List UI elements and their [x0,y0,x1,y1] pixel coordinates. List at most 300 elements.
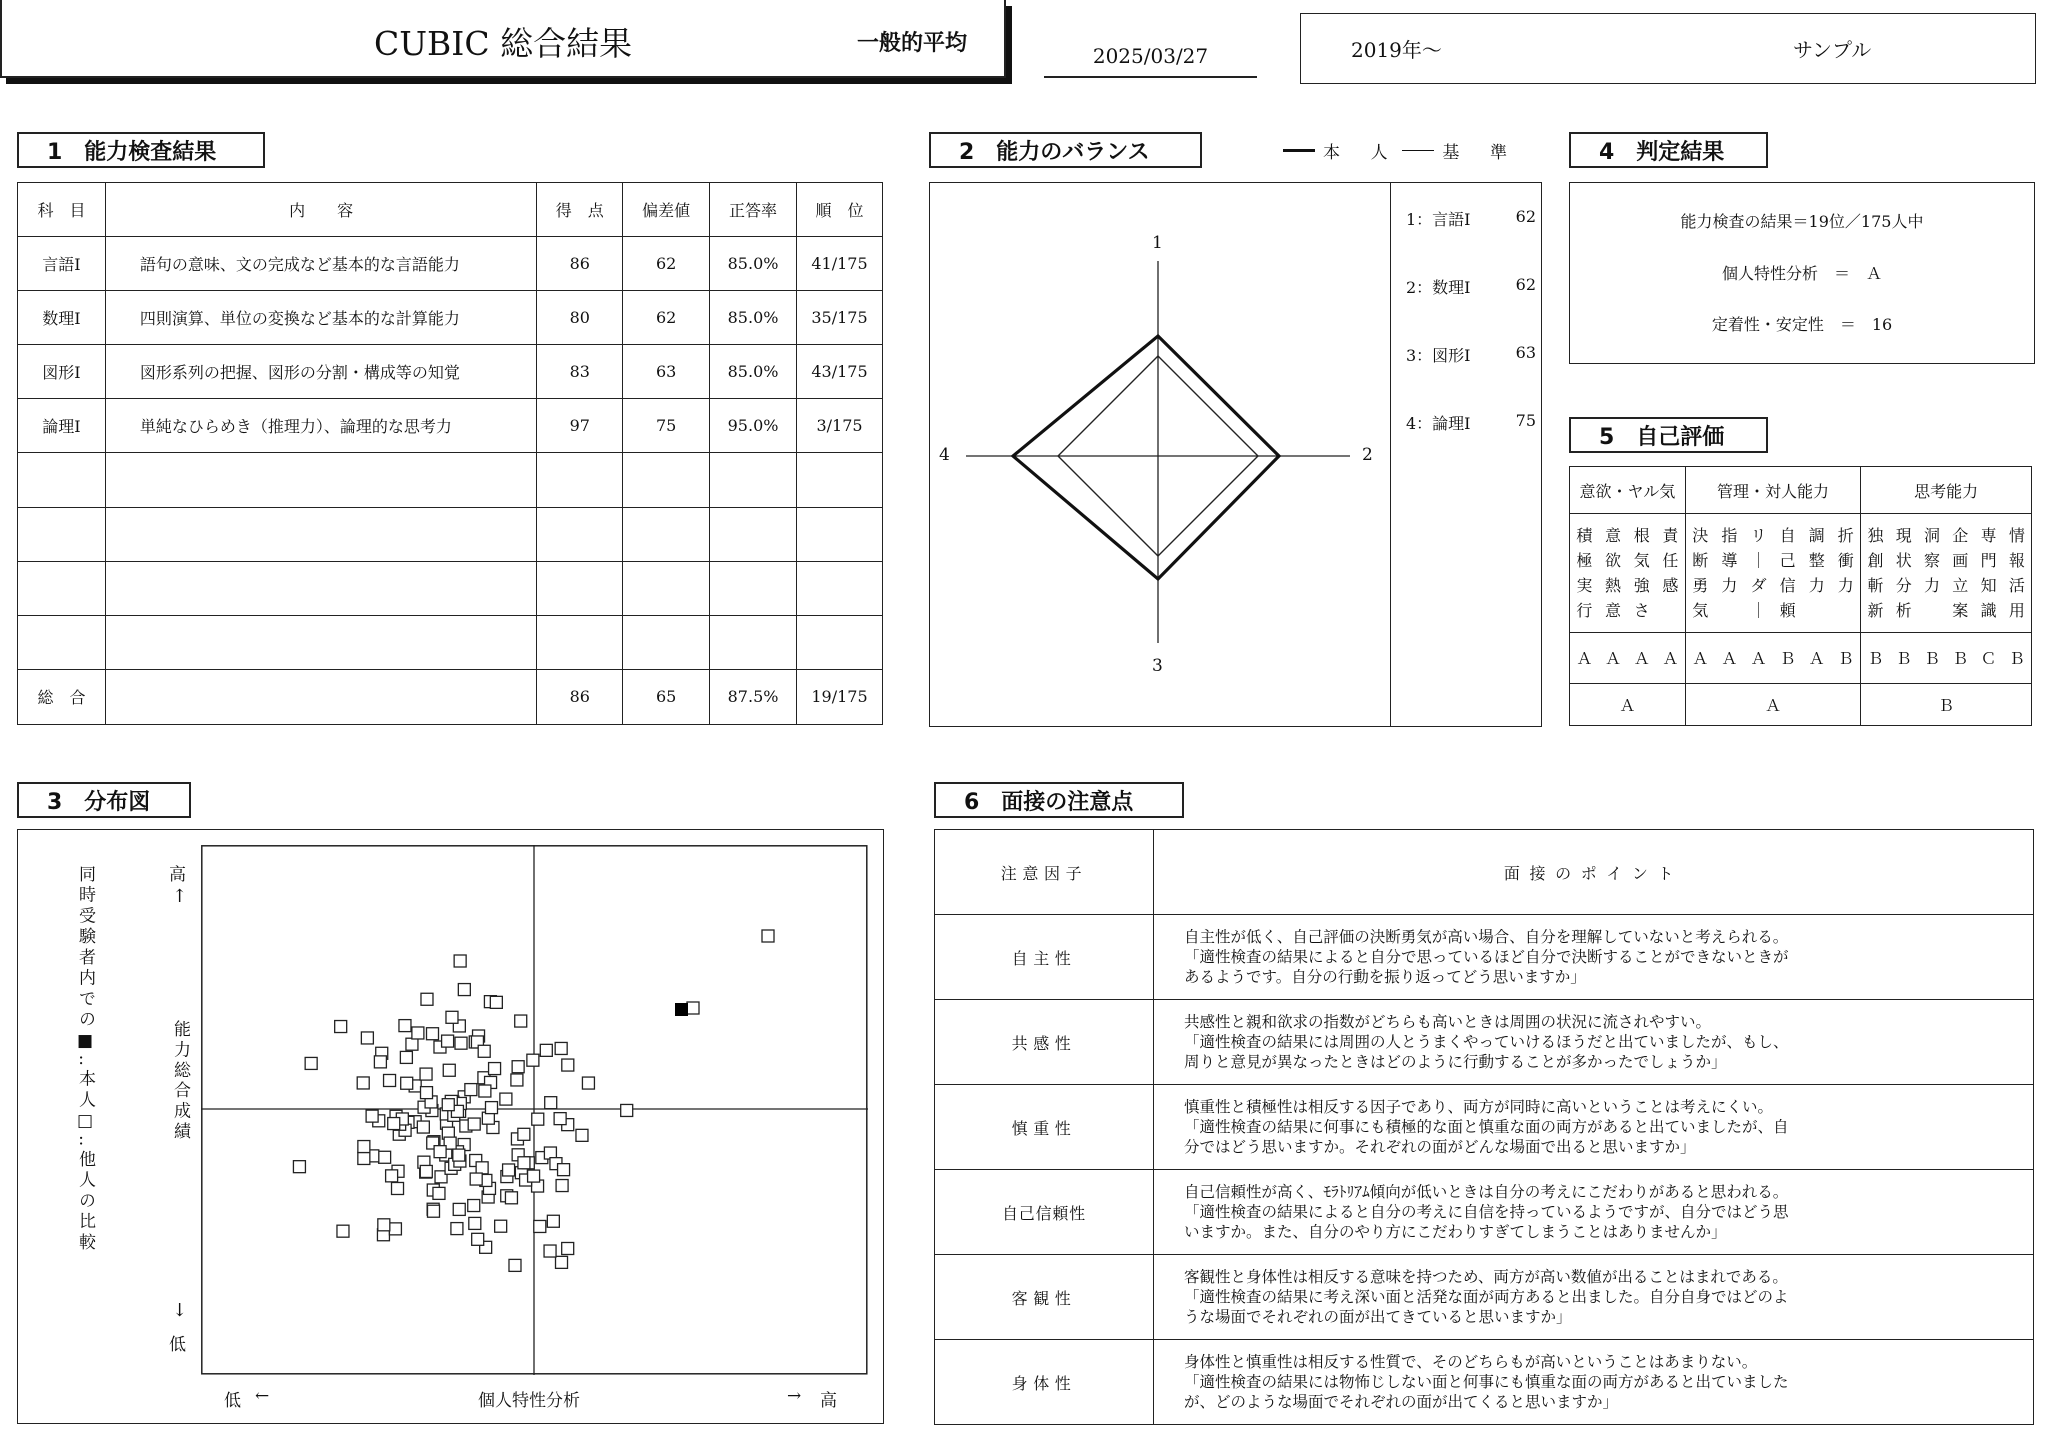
table-row [935,1340,2034,1425]
other-candidate-marker [540,1044,552,1056]
other-candidate-marker [554,1113,566,1125]
legend-standard-label: 基 準 [1442,143,1514,163]
deviation-cell: 63 [623,345,710,399]
item-char: 強 [1633,576,1650,596]
other-candidate-marker [392,1182,404,1194]
other-candidate-marker [544,1245,556,1257]
item-char [1802,599,1831,622]
empty-row [18,453,883,507]
other-candidate-marker [357,1077,369,1089]
other-candidate-marker [378,1219,390,1231]
other-candidate-marker [361,1032,373,1044]
other-candidate-marker [433,1187,445,1199]
rate-cell: 85.0% [710,345,797,399]
item-char: 力 [1721,576,1738,596]
arrow-down-icon: ↓ [172,1300,188,1321]
deviation-cell: 62 [623,237,710,291]
section4-title: 4 判定結果 [1569,132,1768,168]
empty-row [18,615,883,669]
y-low-label: 低 [169,1335,186,1355]
table-row [18,291,883,345]
factor-cell: 身体性 [935,1340,1154,1425]
section5-title: 5 自己評価 [1569,417,1768,453]
item-char [1918,599,1946,622]
empty-row [18,507,883,561]
other-candidate-marker [420,1068,432,1080]
other-candidate-marker [495,1220,507,1232]
item-char: 洞 [1924,526,1941,546]
overall-row [1570,683,2032,725]
item-char: 気 [1633,551,1650,571]
item-char: 頼 [1779,601,1796,621]
item-grade: Ａ [1633,649,1650,669]
radar-value-number: 62 [1515,275,1536,294]
arrow-left-icon: ← [255,1386,270,1406]
legend-self-line [1283,149,1315,152]
item-char: 行 [1576,601,1593,621]
group-name: 意欲・ヤル気 [1570,467,1686,514]
item-grade: Ｂ [1924,649,1941,669]
group-overall: Ａ [1570,683,1686,725]
item-char: 整 [1808,551,1825,571]
other-candidate-marker [455,1037,467,1049]
point-cell: 慎重性と積極性は相反する因子であり、両方が同時に高いということは考えにくい。 「適性検査の結果に何事にも積極的な面と慎重な面の両方があると出ていましたが、自 分ではどう思いますか。それぞれの面がどんな場面で出ると思いますか」 [1154,1085,2034,1170]
item-grade: Ｂ [1837,649,1854,669]
item-char: 活 [2008,576,2025,596]
other-candidate-marker [434,1146,446,1158]
item-char: ダ [1750,576,1767,596]
score-cell: 86 [537,237,623,291]
rank-cell: 43/175 [797,345,883,399]
factor-cell: 自己信頼性 [935,1170,1154,1255]
col-deviation: 偏差値 [623,183,710,237]
other-candidate-marker [512,1061,524,1073]
item-char: 識 [1980,601,1997,621]
item-char: 用 [2008,601,2025,621]
col-factor: 注意因子 [935,830,1154,915]
item-grade: Ｃ [1980,649,1997,669]
item-char: 状 [1895,551,1912,571]
other-candidate-marker [556,1256,568,1268]
radar-value-label: 3：図形Ⅰ [1406,346,1471,365]
item-grade: Ａ [1808,649,1825,669]
item-char: 力 [1837,576,1854,596]
other-candidate-marker [374,1056,386,1068]
other-candidate-marker [442,1099,454,1111]
other-candidate-marker [386,1170,398,1182]
group-name: 管理・対人能力 [1685,467,1861,514]
group-grades [1686,646,1861,669]
other-candidate-marker [515,1015,527,1027]
section6-title: 6 面接の注意点 [934,782,1184,818]
radar-value-row [1406,343,1536,366]
other-candidate-marker [421,993,433,1005]
item-char: 責 [1662,526,1679,546]
deviation-cell: 75 [623,399,710,453]
col-rank: 順 位 [797,183,883,237]
radar-values-panel [1390,183,1541,726]
item-char: 積 [1576,526,1593,546]
title-box [0,0,1006,78]
item-char: 現 [1895,526,1912,546]
total-rank: 19/175 [797,669,883,724]
item-char: 折 [1837,526,1854,546]
col-content: 内 容 [105,183,536,237]
other-candidate-marker [762,930,774,942]
judgment-box [1569,182,2035,364]
factor-cell: 慎重性 [935,1085,1154,1170]
radar-value-label: 4：論理Ⅰ [1406,414,1471,433]
judgment-line: 個人特性分析 ＝ Ａ [1721,264,1882,283]
factor-cell: 自主性 [935,915,1154,1000]
other-candidate-marker [547,1215,559,1227]
other-candidate-marker [505,1192,517,1204]
item-grade: Ｂ [1895,649,1912,669]
item-char: 気 [1692,601,1709,621]
col-subject: 科 目 [18,183,106,237]
other-candidate-marker [687,1002,699,1014]
other-candidate-marker [389,1223,401,1235]
grades-row [1570,633,2032,683]
total-label: 総 合 [18,669,106,724]
other-candidate-marker [582,1077,594,1089]
group-grades [1861,646,2031,669]
item-char: 勇 [1692,576,1709,596]
other-candidate-marker [532,1113,544,1125]
item-char: 意 [1605,601,1622,621]
item-grade: Ａ [1692,649,1709,669]
item-char: 自 [1779,526,1796,546]
other-candidate-marker [489,1063,501,1075]
radar-value-label: 1：言語Ⅰ [1406,210,1471,229]
other-candidate-marker [472,1233,484,1245]
item-char: 力 [1808,576,1825,596]
other-candidate-marker [446,1011,458,1023]
other-candidate-marker [417,1121,429,1133]
item-char: 調 [1808,526,1825,546]
section2-title: 2 能力のバランス [929,132,1202,168]
item-char: 意 [1605,526,1622,546]
table-row [935,1000,2034,1085]
other-candidate-marker [558,1164,570,1176]
rank-cell: 3/175 [797,399,883,453]
other-candidate-marker [465,1084,477,1096]
total-rate: 87.5% [710,669,797,724]
item-char: 専 [1980,526,1997,546]
radar-axis-label-2: 2 [1362,445,1373,465]
section3-title: 3 分布図 [17,782,191,818]
other-candidate-marker [427,1028,439,1040]
content-cell: 語句の意味、文の完成など基本的な言語能力 [105,237,536,291]
total-row [18,669,883,724]
other-candidate-marker [518,1157,530,1169]
radar-self-polygon [1013,336,1279,579]
y-high-label: 高 [169,865,186,885]
other-candidate-marker [421,1087,433,1099]
group-items [1861,524,2031,622]
item-grade: Ａ [1605,649,1622,669]
distribution-plot [201,845,868,1375]
self-evaluation-table [1569,466,2032,726]
group-overall: Ｂ [1861,683,2032,725]
report-subtitle: 一般的平均 [857,31,968,56]
radar-axis-label-1: 1 [1152,233,1163,253]
item-char: 断 [1692,551,1709,571]
other-candidate-marker [503,1164,515,1176]
radar-chart-box [929,182,1542,727]
point-cell: 共感性と親和欲求の指数がどちらも高いときは周囲の状況に流されやすい。 「適性検査の結果には周囲の人とうまくやっていけるほうだと出ていましたが、もし、 周りと意見が異なったときはどのように行動することが多かったでしょうか」 [1154,1000,2034,1085]
other-candidate-marker [534,1220,546,1232]
radar-value-number: 63 [1515,343,1536,362]
radar-legend [1283,138,1514,163]
other-candidate-marker [453,1203,465,1215]
x-axis-label: 個人特性分析 [478,1391,580,1411]
other-candidate-marker [335,1021,347,1033]
other-candidate-marker [556,1180,568,1192]
report-title: CUBIC 総合結果 [374,24,633,63]
info-box [1300,13,2036,84]
other-candidate-marker [401,1077,413,1089]
rank-cell: 41/175 [797,237,883,291]
table-header-row [935,830,2034,915]
other-candidate-marker [420,1165,432,1177]
point-cell: 身体性と慎重性は相反する性質で、そのどちらもが高いということはあまりない。 「適性検査の結果には物怖じしない面と何事にも慎重な面の両方があると出ていました が、どのような場面でそれぞれの面が出てくると思いますか」 [1154,1340,2034,1425]
other-candidate-marker [358,1141,370,1153]
other-candidate-marker [479,1085,491,1097]
table-header-row [18,183,883,237]
item-char: 察 [1924,551,1941,571]
radar-chart [930,183,1390,725]
arrow-right-icon: → [787,1386,802,1406]
other-candidate-marker [478,1045,490,1057]
subject-cell: 論理Ⅰ [18,399,106,453]
other-candidate-marker [458,984,470,996]
empty-row [18,561,883,615]
score-cell: 80 [537,291,623,345]
other-candidate-marker [576,1129,588,1141]
item-char: 衝 [1837,551,1854,571]
group-header-row [1570,467,2032,514]
y-axis-label: 能力総合成績 [170,1020,190,1143]
item-char: 根 [1633,526,1650,546]
judgment-line: 能力検査の結果＝19位／175人中 [1680,212,1924,231]
date-field [1044,36,1257,78]
other-candidate-marker [527,1054,539,1066]
x-high-label: 高 [820,1391,837,1411]
other-candidate-marker [366,1110,378,1122]
item-char: 案 [1952,601,1969,621]
rate-cell: 85.0% [710,291,797,345]
item-grade: Ｂ [2008,649,2025,669]
item-char: 力 [1924,576,1941,596]
other-candidate-marker [453,1149,465,1161]
legend-standard-line [1402,150,1434,151]
judgment-line: 定着性・安定性 ＝ 16 [1711,315,1893,334]
score-cell: 97 [537,399,623,453]
self-marker [675,1003,688,1016]
table-row [935,1085,2034,1170]
col-rate: 正答率 [710,183,797,237]
other-candidate-marker [468,1200,480,1212]
item-char: リ [1750,526,1767,546]
table-row [935,1170,2034,1255]
point-cell: 自主性が低く、自己評価の決断勇気が高い場合、自分を理解していないと考えられる。 「適性検査の結果によると自分で思っているほど自分で決断することができないときが あるようです。自分の行動を振り返ってどう思いますか」 [1154,915,2034,1000]
item-char: 欲 [1605,551,1622,571]
item-char: 新 [1867,601,1884,621]
rate-cell: 95.0% [710,399,797,453]
candidate-name: サンプル [1793,38,1872,62]
score-cell: 83 [537,345,623,399]
item-char [1831,599,1860,622]
item-grade: Ａ [1721,649,1738,669]
deviation-cell: 62 [623,291,710,345]
factor-cell: 共感性 [935,1000,1154,1085]
report-date: 2025/03/27 [1092,44,1209,68]
other-candidate-marker [621,1104,633,1116]
group-items [1570,524,1685,622]
radar-value-row [1406,411,1536,434]
rate-cell: 85.0% [710,237,797,291]
other-candidate-marker [518,1128,530,1140]
section1-title: 1 能力検査結果 [17,132,265,168]
item-char: 斬 [1867,576,1884,596]
other-candidate-marker [545,1097,557,1109]
other-candidate-marker [454,955,466,967]
item-grade: Ｂ [1952,649,1969,669]
other-candidate-marker [511,1074,523,1086]
item-grade: Ａ [1750,649,1767,669]
other-candidate-marker [469,1217,481,1229]
other-candidate-marker [528,1170,540,1182]
group-name: 思考能力 [1861,467,2032,514]
other-candidate-marker [562,1242,574,1254]
other-candidate-marker [500,1093,512,1105]
other-candidate-marker [509,1259,521,1271]
other-candidate-marker [451,1223,463,1235]
items-row [1570,514,2032,633]
item-char: 画 [1952,551,1969,571]
item-grade: Ａ [1662,649,1679,669]
other-candidate-marker [468,1118,480,1130]
x-low-label: 低 [224,1391,241,1411]
item-char: 門 [1980,551,1997,571]
other-candidate-marker [442,1035,454,1047]
interview-notes-table [934,829,2034,1425]
item-char: 感 [1662,576,1679,596]
item-char: 情 [2008,526,2025,546]
other-candidate-marker [388,1118,400,1130]
point-cell: 客観性と身体性は相反する意味を持つため、両方が高い数値が出ることはまれである。 「適性検査の結果に考え深い面と活発な面が両方あると出ました。自分自身ではどのよ うな場面でそれぞれの面が出てきていると思いますか」 [1154,1255,2034,1340]
other-candidate-marker [443,1064,455,1076]
radar-value-row [1406,275,1536,298]
other-candidate-marker [384,1074,396,1086]
content-cell: 四則演算、単位の変換など基本的な計算能力 [105,291,536,345]
other-candidate-marker [555,1042,567,1054]
distribution-box [17,829,884,1424]
other-candidate-marker [485,1102,497,1114]
item-char: 析 [1895,601,1912,621]
subject-cell: 図形Ⅰ [18,345,106,399]
item-char: 熱 [1605,576,1622,596]
item-char [1656,599,1685,622]
other-candidate-marker [379,1151,391,1163]
item-char: 導 [1721,551,1738,571]
item-char: 独 [1867,526,1884,546]
content-cell: 単純なひらめき（推理力）、論理的な思考力 [105,399,536,453]
item-char: 創 [1867,551,1884,571]
item-char: ｜ [1750,551,1767,571]
table-row [935,1255,2034,1340]
item-char: 信 [1779,576,1796,596]
distribution-side-label: 同時受験者内での■‥本人□‥他人の比較 [75,865,95,1254]
item-char: 極 [1576,551,1593,571]
radar-value-label: 2：数理Ⅰ [1406,278,1471,297]
item-char: 己 [1779,551,1796,571]
group-overall: Ａ [1685,683,1861,725]
arrow-up-icon: ↑ [172,886,188,907]
total-deviation: 65 [623,669,710,724]
item-char: 立 [1952,576,1969,596]
table-row [18,399,883,453]
item-grade: Ｂ [1779,649,1796,669]
ability-test-table [17,182,883,725]
item-char: 実 [1576,576,1593,596]
subject-cell: 言語Ⅰ [18,237,106,291]
other-candidate-marker [490,996,502,1008]
item-char: 報 [2008,551,2025,571]
item-char: 指 [1721,526,1738,546]
other-candidate-marker [476,1162,488,1174]
item-char: ｜ [1750,601,1767,621]
other-candidate-marker [293,1161,305,1173]
other-candidate-marker [337,1225,349,1237]
item-char: 企 [1952,526,1969,546]
other-candidate-marker [358,1152,370,1164]
other-candidate-marker [427,1205,439,1217]
item-char: 決 [1692,526,1709,546]
item-char [1715,599,1744,622]
col-point: 面接のポイント [1154,830,2034,915]
other-candidate-marker [406,1038,418,1050]
total-score: 86 [537,669,623,724]
rank-cell: 35/175 [797,291,883,345]
radar-value-number: 62 [1515,207,1536,226]
content-cell: 図形系列の把握、図形の分割・構成等の知覚 [105,345,536,399]
other-candidate-marker [562,1059,574,1071]
item-char: さ [1633,601,1650,621]
other-candidate-marker [412,1027,424,1039]
factor-cell: 客観性 [935,1255,1154,1340]
group-grades [1570,646,1685,669]
item-grade: Ｂ [1867,649,1884,669]
point-cell: 自己信頼性が高く、ﾓﾗﾄﾘｱﾑ傾向が低いときは自分の考えにこだわりがあると思われる。 「適性検査の結果によると自分の考えに自信を持っているようですが、自分ではどう思 いますか。また、自分のやり方にこだわりすぎてしまうことはありませんか」 [1154,1170,2034,1255]
item-char: 分 [1895,576,1912,596]
group-items [1686,524,1861,622]
other-candidate-marker [399,1020,411,1032]
other-candidate-marker [470,1173,482,1185]
period-text: 2019年～ [1351,38,1442,62]
table-row [18,237,883,291]
radar-axis-label-4: 4 [939,445,950,465]
item-char: 知 [1980,576,1997,596]
other-candidate-marker [305,1057,317,1069]
legend-self-label: 本 人 [1323,143,1395,163]
subject-cell: 数理Ⅰ [18,291,106,345]
item-grade: Ａ [1576,649,1593,669]
table-row [935,915,2034,1000]
radar-axis-label-3: 3 [1152,656,1163,676]
col-score: 得 点 [537,183,623,237]
